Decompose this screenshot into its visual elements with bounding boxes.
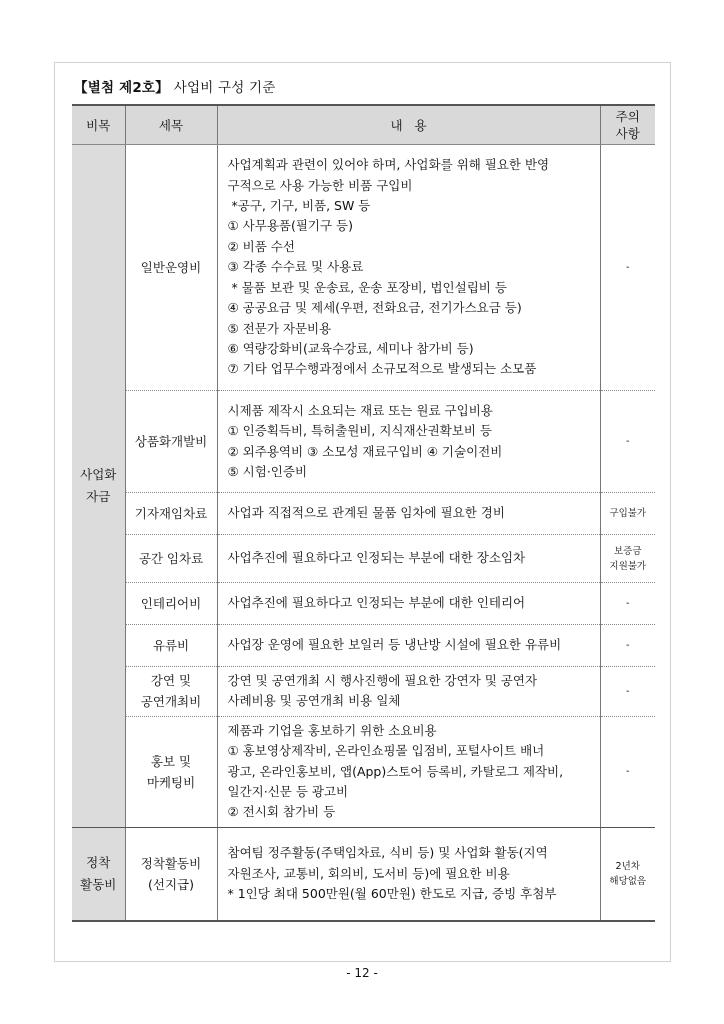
note-cell: - — [600, 667, 655, 717]
table-row — [72, 145, 655, 391]
content-line: 일간지·신문 등 광고비 — [227, 784, 349, 800]
note-cell: 구입불가 — [600, 493, 655, 535]
content-cell — [217, 625, 600, 667]
content-cell — [217, 667, 600, 717]
item-cell: 홍보 및 마케팅비 — [125, 716, 217, 827]
content-line: ⑦ 기타 업무수행과정에서 소규모적으로 발생되는 소모품 — [227, 361, 537, 377]
content-line: 광고, 온라인홍보비, 앱(App)스토어 등록비, 카탈로그 제작비, — [227, 763, 564, 779]
content-line: 사례비용 및 공연개최 비용 일체 — [227, 693, 401, 709]
category-cell: 사업화 자금 — [72, 145, 125, 828]
item-cell: 공간 임차료 — [125, 535, 217, 583]
content-line: * 물품 보관 및 운송료, 운송 포장비, 법인설립비 등 — [231, 279, 507, 295]
table-row — [72, 625, 655, 667]
content-line: 구적으로 사용 가능한 비품 구입비 — [227, 177, 413, 193]
content-line: *공구, 기구, 비품, SW 등 — [231, 198, 371, 214]
content-line: ② 비품 수선 — [227, 238, 295, 254]
category-cell: 정착 활동비 — [72, 827, 125, 921]
content-line: ① 인증획득비, 특허출원비, 지식재산권확보비 등 — [227, 423, 492, 439]
header-note: 주의 사항 — [600, 105, 655, 145]
content-cell — [217, 716, 600, 827]
note-cell: - — [600, 716, 655, 827]
note-cell: - — [600, 145, 655, 391]
content-line: 참여팀 정주활동(주택임차료, 식비 등) 및 사업화 활동(지역 — [227, 845, 548, 861]
content-line: 사업과 직접적으로 관계된 물품 임차에 필요한 경비 — [227, 505, 505, 521]
content-line: 시제품 제작시 소요되는 재료 또는 원료 구입비용 — [227, 402, 493, 418]
content-line: ③ 각종 수수료 및 사용료 — [227, 259, 364, 275]
note-cell: - — [600, 391, 655, 493]
item-cell: 상품화개발비 — [125, 391, 217, 493]
content-cell — [217, 827, 600, 921]
content-line: ② 전시회 참가비 등 — [227, 804, 336, 820]
note-cell: 보증금 지원불가 — [600, 535, 655, 583]
content-line: 사업추진에 필요하다고 인정되는 부분에 대한 인테리어 — [227, 595, 526, 611]
content-cell — [217, 493, 600, 535]
content-line: 사업계획과 관련이 있어야 하며, 사업화를 위해 필요한 반영 — [227, 157, 550, 173]
item-cell: 유류비 — [125, 625, 217, 667]
content-cell — [217, 535, 600, 583]
header-content: 내 용 — [217, 105, 600, 145]
table-row — [72, 716, 655, 827]
content-line: 제품과 기업을 홍보하기 위한 소요비용 — [227, 722, 437, 738]
item-cell: 인테리어비 — [125, 583, 217, 625]
note-cell: - — [600, 583, 655, 625]
budget-table — [72, 104, 655, 922]
content-line: 사업장 운영에 필요한 보일러 등 냉난방 시설에 필요한 유류비 — [227, 637, 562, 653]
item-cell: 정착활동비 (선지급) — [125, 827, 217, 921]
item-cell: 기자재임차료 — [125, 493, 217, 535]
header-category: 비목 — [72, 105, 125, 145]
content-line: 사업추진에 필요하다고 인정되는 부분에 대한 장소임차 — [227, 550, 526, 566]
table-row — [72, 827, 655, 921]
content-line: ② 외주용역비 ③ 소모성 재료구입비 ④ 기술이전비 — [227, 443, 503, 459]
content-line: 강연 및 공연개최 시 행사진행에 필요한 강연자 및 공연자 — [227, 673, 538, 688]
content-line: ① 사무용품(필기구 등) — [227, 218, 354, 234]
content-cell — [217, 583, 600, 625]
content-cell — [217, 145, 600, 391]
content-cell — [217, 391, 600, 493]
note-cell: - — [600, 625, 655, 667]
content-line: ⑤ 전문가 자문비용 — [227, 320, 332, 336]
page-title — [74, 76, 275, 96]
item-cell: 일반운영비 — [125, 145, 217, 391]
table-header-row — [72, 105, 655, 145]
item-cell: 강연 및 공연개최비 — [125, 667, 217, 717]
content-line: * 1인당 최대 500만원(월 60만원) 한도로 지급, 증빙 후첨부 — [227, 886, 557, 902]
title-bracket: 【별첨 제2호】 — [74, 80, 169, 96]
table-row — [72, 667, 655, 717]
content-line: ⑤ 시험·인증비 — [227, 463, 308, 479]
table-row — [72, 583, 655, 625]
table-row — [72, 391, 655, 493]
page-number: - 12 - — [346, 966, 378, 980]
content-line: ④ 공공요금 및 제세(우편, 전화요금, 전기가스요금 등) — [227, 300, 522, 316]
content-line: ⑥ 역량강화비(교육수강료, 세미나 참가비 등) — [227, 340, 474, 356]
content-line: ① 홍보영상제작비, 온라인쇼핑몰 입점비, 포털사이트 배너 — [227, 743, 545, 759]
title-text: 사업비 구성 기준 — [173, 80, 276, 96]
content-line: 자원조사, 교통비, 회의비, 도서비 등)에 필요한 비용 — [227, 865, 510, 881]
table-row — [72, 535, 655, 583]
table-row — [72, 493, 655, 535]
header-item: 세목 — [125, 105, 217, 145]
note-cell: 2년차 해당없음 — [600, 827, 655, 921]
